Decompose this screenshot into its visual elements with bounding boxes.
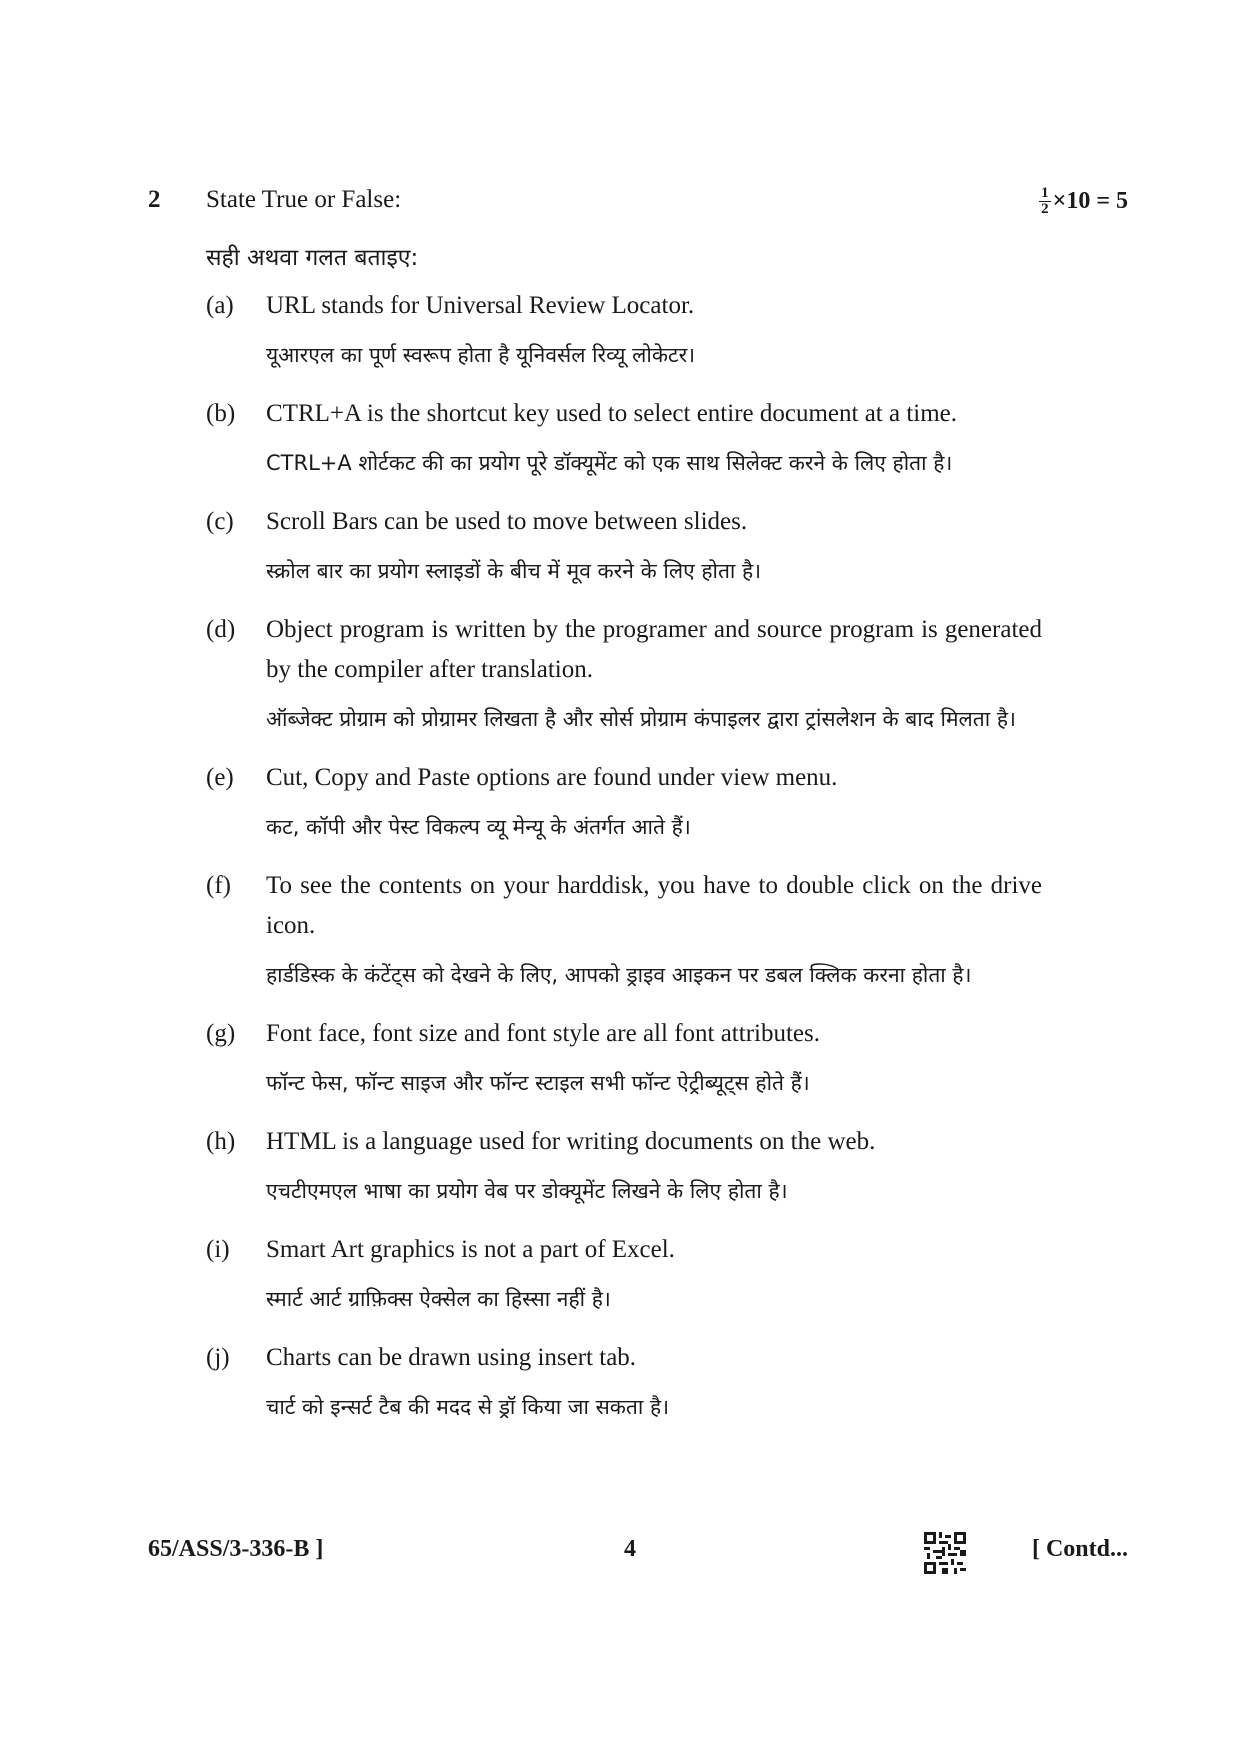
item-label: (a) xyxy=(206,292,234,319)
item-text-english: Scroll Bars can be used to move between slides. xyxy=(266,508,748,535)
marks-denominator: 2 xyxy=(1041,201,1049,217)
marks-fraction xyxy=(1039,186,1051,217)
item-text-english: CTRL+A is the shortcut key used to select entire document at a time. xyxy=(266,400,958,427)
item-text-english: Font face, font size and font style are all font attributes. xyxy=(266,1020,820,1047)
item-label: (j) xyxy=(206,1344,230,1371)
item-text-hindi: स्मार्ट आर्ट ग्राफ़िक्स ऐक्सेल का हिस्सा नहीं है। xyxy=(266,1287,611,1311)
statement-item xyxy=(206,610,1042,740)
item-text-english: HTML is a language used for writing documents on the web. xyxy=(266,1128,876,1155)
item-label: (g) xyxy=(206,1020,236,1047)
question-header xyxy=(148,186,1128,226)
continued-marker: [ Contd... xyxy=(1031,1536,1128,1562)
item-text-hindi: कट, कॉपी और पेस्ट विकल्प व्यू मेन्यू के अंतर्गत आते हैं। xyxy=(266,815,691,839)
question-text-hindi: सही अथवा गलत बताइए: xyxy=(206,245,419,271)
paper-code: 65/ASS/3-336-B ] xyxy=(148,1536,324,1562)
page-number: 4 xyxy=(624,1536,636,1562)
item-label: (i) xyxy=(206,1236,230,1263)
item-text-english: Smart Art graphics is not a part of Excel. xyxy=(266,1236,675,1263)
question-text-english: State True or False: xyxy=(206,186,402,213)
statement-item xyxy=(206,1122,1042,1212)
item-text-english: Cut, Copy and Paste options are found under view menu. xyxy=(266,764,838,791)
item-text-hindi: CTRL+A शोर्टकट की का प्रयोग पूरे डॉक्यूमेंट को एक साथ सिलेक्ट करने के लिए होता है। xyxy=(266,451,953,475)
statement-item xyxy=(206,1014,1042,1104)
page-footer xyxy=(148,1532,1128,1576)
marks-numerator: 1 xyxy=(1041,185,1049,201)
item-text-hindi: चार्ट को इन्सर्ट टैब की मदद से ड्रॉ किया जा सकता है। xyxy=(266,1395,670,1419)
item-text-hindi: एचटीएमएल भाषा का प्रयोग वेब पर डोक्यूमेंट लिखने के लिए होता है। xyxy=(266,1179,788,1203)
statement-item xyxy=(206,286,1042,376)
item-text-hindi: स्क्रोल बार का प्रयोग स्लाइडों के बीच में मूव करने के लिए होता है। xyxy=(266,559,762,583)
item-label: (c) xyxy=(206,508,234,535)
item-text-hindi: फॉन्ट फेस, फॉन्ट साइज और फॉन्ट स्टाइल सभी फॉन्ट ऐट्रीब्यूट्स होते हैं। xyxy=(266,1071,810,1095)
item-text-hindi: ऑब्जेक्ट प्रोग्राम को प्रोग्रामर लिखता है और सोर्स प्रोग्राम कंपाइलर द्वारा ट्रांसलेशन के बाद मिलता है। xyxy=(266,707,1016,731)
item-text-english: Charts can be drawn using insert tab. xyxy=(266,1344,637,1371)
question-marks xyxy=(1039,186,1128,217)
item-text-english: URL stands for Universal Review Locator. xyxy=(266,292,695,319)
item-label: (h) xyxy=(206,1128,236,1155)
question-number: 2 xyxy=(148,186,161,213)
item-text-english: To see the contents on your harddisk, you have to double click on the drive icon. xyxy=(266,872,1042,939)
item-text-hindi: हार्डडिस्क के कंटेंट्स को देखने के लिए, आपको ड्राइव आइकन पर डबल क्लिक करना होता है। xyxy=(266,963,972,987)
item-label: (e) xyxy=(206,764,234,791)
statement-item xyxy=(206,502,1042,592)
statement-item xyxy=(206,866,1042,996)
qr-code-icon xyxy=(924,1532,966,1574)
statement-item xyxy=(206,394,1042,484)
marks-total: ×10 = 5 xyxy=(1052,188,1128,214)
item-text-english: Object program is written by the programer and source program is generated by the compiler after translation. xyxy=(266,616,1042,683)
item-label: (b) xyxy=(206,400,236,427)
item-label: (f) xyxy=(206,872,231,899)
statement-item xyxy=(206,1230,1042,1320)
statement-item xyxy=(206,758,1042,848)
item-label: (d) xyxy=(206,616,236,643)
item-text-hindi: यूआरएल का पूर्ण स्वरूप होता है यूनिवर्सल रिव्यू लोकेटर। xyxy=(266,343,696,367)
statement-item xyxy=(206,1338,1042,1428)
statement-list xyxy=(206,286,1042,1446)
